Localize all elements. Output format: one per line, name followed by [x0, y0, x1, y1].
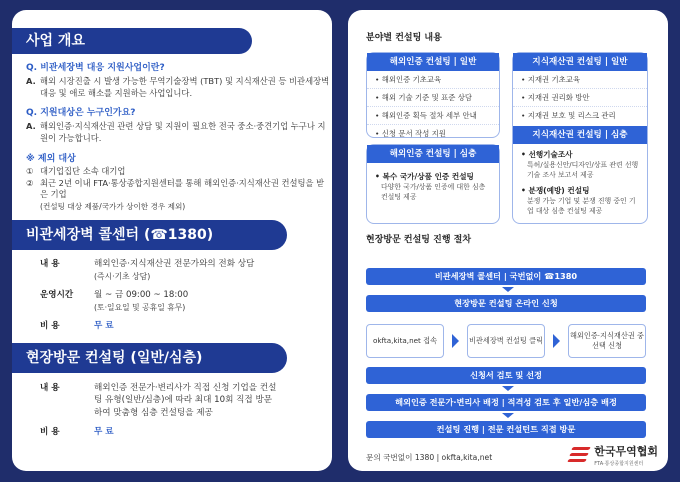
down-arrow-icon: [502, 386, 514, 391]
down-arrow-icon: [502, 287, 514, 292]
answer-1-text: 해외 시장진출 시 발생 가능한 무역기술장벽 (TBT) 및 지식재산권 등 비관세장벽 대응 및 애로 해소를 지원하는 사업입니다.: [40, 76, 330, 98]
callcenter-content-row: [40, 258, 332, 283]
ip-deep-item-title: • 선행기술조사: [521, 149, 639, 160]
right-arrow-icon: [452, 334, 459, 348]
flow-step-online-apply: 현장방문 컨설팅 온라인 신청: [366, 295, 646, 312]
list-item: • 해외 기술 기준 및 표준 상담: [367, 89, 499, 107]
callcenter-cost: 무 료: [94, 321, 114, 331]
overview-title: 사업 개요: [12, 28, 252, 54]
exclude-text: 대기업집단 소속 대기업: [40, 166, 126, 176]
right-page: [348, 10, 668, 471]
answer-2-text: 해외인증·지식재산권 관련 상담 및 지원이 필요한 전국 중소·중견기업 누구나 지원이 가능합니다.: [40, 121, 326, 143]
ip-deep-header: 지식재산권 컨설팅 | 심층: [513, 126, 647, 144]
contact-footer: 문의 국번없이 1380 | okfta,kita,net: [366, 453, 493, 462]
cert-deep-box: [366, 144, 500, 224]
ip-deep-item-title: • 분쟁(예방) 컨설팅: [521, 185, 639, 196]
callcenter-hours-row: [40, 289, 332, 314]
row-label: 내 용: [40, 382, 60, 393]
callcenter-content: 해외인증·지식재산권 전문가와의 전화 상담: [94, 259, 255, 269]
answer-1: [26, 75, 332, 99]
answer-2-mark: A.: [26, 121, 36, 131]
visit-title: 현장방문 컨설팅 (일반/심층): [12, 343, 287, 373]
right-arrow-icon: [553, 334, 560, 348]
flow-step-review: 신청서 검토 및 선정: [366, 367, 646, 384]
list-item: • 지재권 기초교육: [513, 71, 647, 89]
answer-1-mark: A.: [26, 76, 36, 86]
exclude-subnote: (컨설팅 대상 제품/국가가 상이한 경우 제외): [40, 201, 186, 211]
callcenter-cost-row: [40, 320, 332, 333]
ip-box: [512, 52, 648, 224]
cert-general-box: [366, 52, 500, 138]
exclude-text: 최근 2년 이내 FTA·통상종합지원센터를 통해 해외인증·지식재산권 컨설팅을 받은 기업: [40, 177, 325, 199]
substep-select: 해외인증·지식재산권 중 선택 신청: [568, 324, 646, 358]
list-item: • 해외인증 획득 절차 세부 안내: [367, 107, 499, 125]
row-label: 내 용: [40, 259, 60, 269]
visit-content-row: [40, 382, 332, 420]
flow-step-visit: 컨설팅 진행 | 전문 컨설턴트 직접 방문: [366, 421, 646, 438]
substep-click: 비관세장벽 컨설팅 클릭: [467, 324, 545, 358]
down-arrow-icon: [502, 413, 514, 418]
row-label: 비 용: [40, 321, 60, 331]
list-item: • 신청 문서 작성 지원: [367, 125, 499, 142]
ip-deep-item-desc: 특허/실용신안/디자인/상표 관련 선행기술 조사 보고서 제공: [527, 161, 639, 179]
substep-access: okfta,kita,net 접속: [366, 324, 444, 358]
callcenter-title: 비관세장벽 콜센터 (☎1380): [12, 220, 287, 250]
row-label: 운영시간: [40, 290, 74, 300]
exclude-mark: ①: [26, 166, 34, 176]
flow-step-assign: 해외인증 전문가·변리사 배정 | 적격성 검토 후 일반/심층 배정: [366, 394, 646, 411]
ip-general-header: 지식재산권 컨설팅 | 일반: [513, 53, 647, 71]
logo-name: 한국무역협회: [594, 445, 658, 458]
logo-subtitle: FTA·통상종합지원센터: [594, 461, 644, 467]
ip-deep-item-desc: 분쟁 가능 기업 및 분쟁 진행 중인 기업 대상 심층 컨설팅 제공: [527, 197, 636, 215]
row-label: 비 용: [40, 427, 60, 437]
cert-deep-item-title: • 복수 국가/상품 인증 컨설팅: [375, 171, 491, 182]
cert-deep-item-desc: 다양한 국가/상품 인증에 대한 심층 컨설팅 제공: [381, 183, 486, 201]
visit-content: 해외인증 전문가·변리사가 직접 신청 기업을 컨설팅 유형(일반/심층)에 따라 최대 10회 직접 방문하여 맞춤형 심층 컨설팅을 제공: [94, 382, 277, 418]
callcenter-hours: 월 ~ 금 09:00 ~ 18:00: [94, 290, 189, 300]
process-title: 현장방문 컨설팅 진행 절차: [366, 235, 472, 245]
field-consulting-title: 분야별 컨설팅 내용: [366, 33, 442, 43]
callcenter-hours-sub: (토·일요일 및 공휴일 휴무): [94, 302, 186, 312]
cert-general-header: 해외인증 컨설팅 | 일반: [367, 53, 499, 71]
exclude-title: ※ 제외 대상: [26, 154, 76, 164]
exclude-item: [26, 166, 332, 178]
flow-step-callcenter: 비관세장벽 콜센터 | 국번없이 ☎1380: [366, 268, 646, 285]
visit-cost-row: [40, 426, 332, 439]
question-1: Q. 비관세장벽 대응 지원사업이란?: [26, 63, 165, 73]
list-item: • 지재권 보호 및 리스크 관리: [513, 107, 647, 124]
visit-cost: 무 료: [94, 427, 114, 437]
row-value: [94, 258, 254, 283]
list-item: • 해외인증 기초교육: [367, 71, 499, 89]
question-2: Q. 지원대상은 누구인가요?: [26, 108, 136, 118]
answer-2: [26, 120, 332, 144]
exclude-item: [26, 178, 332, 213]
left-page: [12, 10, 332, 471]
cert-deep-header: 해외인증 컨설팅 | 심층: [367, 145, 499, 163]
row-value: [94, 289, 188, 314]
list-item: • 지재권 권리화 방안: [513, 89, 647, 107]
exclude-mark: ②: [26, 177, 34, 188]
kita-logo: [568, 440, 658, 467]
kita-logo-icon: [568, 445, 590, 463]
callcenter-content-sub: (즉시·기초 상담): [94, 271, 151, 281]
